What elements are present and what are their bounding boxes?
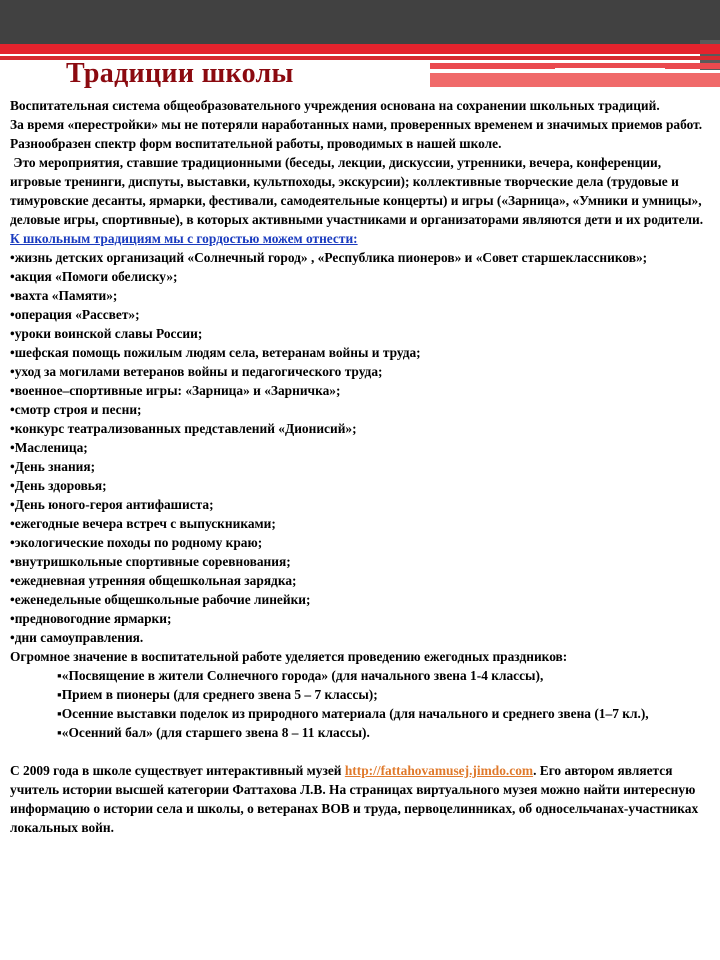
museum-paragraph (10, 761, 711, 837)
museum-text-end: . Его автором является учитель истории высшей категории Фаттахова Л.В. На страницах виртуального музея можно найти интересную информацию о истории села и школы, о ветеранах ВОВ и труда, первоцелинниках, об односельчанах-участниках локальных войн. (10, 763, 699, 835)
list-item: •жизнь детских организаций «Солнечный город» , «Республика пионеров» и «Совет старшеклассников»; (10, 250, 648, 265)
header-red-band (0, 44, 720, 54)
list-item: •День здоровья; (10, 478, 107, 493)
list-item: •уроки воинской славы России; (10, 326, 203, 341)
list-item: •шефская помощь пожилым людям села, ветеранам войны и труда; (10, 345, 421, 360)
list-item: •День юного-героя антифашиста; (10, 497, 214, 512)
header-dark-band (0, 0, 720, 44)
list-item: •акция «Помоги обелиску»; (10, 269, 178, 284)
page-title: Традиции школы (66, 58, 294, 89)
list-item: •еженедельные общешкольные рабочие линейки; (10, 592, 311, 607)
list-item: ▪«Посвящение в жители Солнечного города» (для начального звена 1-4 классы), (57, 668, 544, 683)
header-stripe (430, 73, 720, 87)
paragraph: Это мероприятия, ставшие традиционными (беседы, лекции, дискуссии, утренники, вечера, конференции, игровые тренинги, диспуты, выставки, культпоходы, экскурсии); коллективные творческие дела (трудовые и тимуровские десанты, ярмарки, фестивали, самодеятельные концерты) и игры («Зарница», «Умники и умницы», деловые игры, спортивные), в которых активными участниками и организаторами являются дети и их родители. (10, 155, 705, 227)
list-item: •ежегодные вечера встреч с выпускниками; (10, 516, 276, 531)
list-item: ▪Осенние выставки поделок из природного материала (для начального и среднего звена (1–7 кл.), (57, 706, 649, 721)
list-item: ▪Прием в пионеры (для среднего звена 5 – 7 классы); (57, 687, 378, 702)
paragraph: Воспитательная система общеобразовательного учреждения основана на сохранении школьных традиций. (10, 98, 660, 113)
traditions-link[interactable]: К школьным традициям мы с гордостью можем отнести: (10, 231, 358, 246)
list-item: •дни самоуправления. (10, 630, 144, 645)
list-item: •операция «Рассвет»; (10, 307, 140, 322)
list-item: •Масленица; (10, 440, 88, 455)
list-item: •конкурс театрализованных представлений «Дионисий»; (10, 421, 357, 436)
list-item: •День знания; (10, 459, 96, 474)
list-item: •экологические походы по родному краю; (10, 535, 263, 550)
list-item: •внутришкольные спортивные соревнования; (10, 554, 291, 569)
paragraph: За время «перестройки» мы не потеряли наработанных нами, проверенных временем и значимых приемов работ. (10, 117, 703, 132)
list-item: ▪«Осенний бал» (для старшего звена 8 – 11 классы). (57, 725, 370, 740)
document-body (10, 96, 711, 837)
list-item: •военное–спортивные игры: «Зарница» и «Зарничка»; (10, 383, 341, 398)
list-item: •смотр строя и песни; (10, 402, 142, 417)
header-stripe (555, 68, 665, 72)
list-item: •уход за могилами ветеранов войны и педагогического труда; (10, 364, 383, 379)
holidays-intro: Огромное значение в воспитательной работе уделяется проведению ежегодных праздников: (10, 649, 568, 664)
list-item: •вахта «Памяти»; (10, 288, 118, 303)
list-item: •ежедневная утренняя общешкольная зарядка; (10, 573, 297, 588)
spacer (10, 742, 711, 761)
museum-text-start: С 2009 года в школе существует интерактивный музей (10, 763, 345, 778)
holidays-list (10, 666, 711, 742)
museum-url-link[interactable]: http://fattahovamusej.jimdo.com (344, 763, 534, 778)
traditions-list (10, 248, 711, 647)
paragraph: Разнообразен спектр форм воспитательной работы, проводимых в нашей школе. (10, 136, 502, 151)
list-item: •предновогодние ярмарки; (10, 611, 172, 626)
